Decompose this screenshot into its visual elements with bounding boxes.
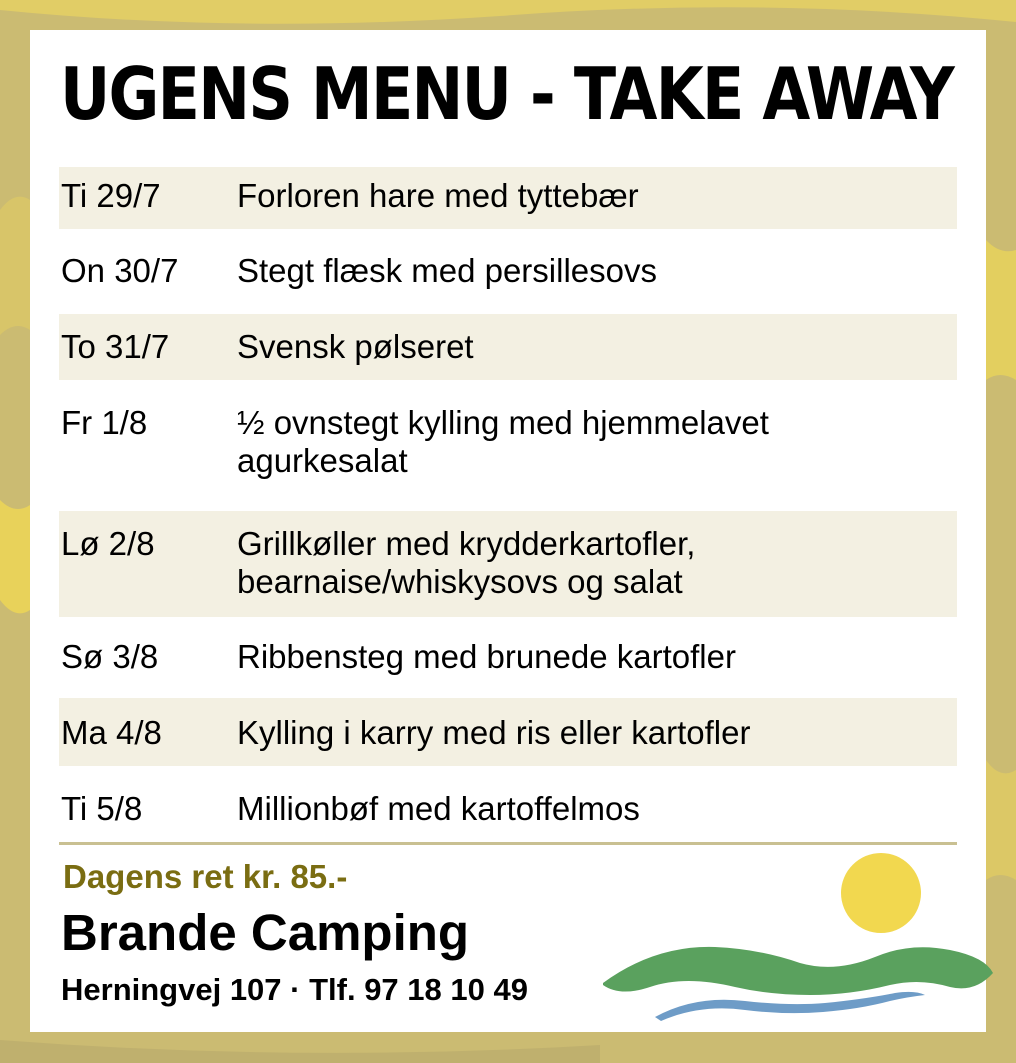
menu-day: To 31/7 (61, 328, 170, 365)
menu-row (59, 240, 957, 304)
menu-dish: ½ ovnstegt kylling med hjemmelavet agurkesalat (237, 404, 769, 479)
menu-day: Fr 1/8 (61, 404, 148, 441)
hill-icon (603, 947, 993, 995)
menu-dish: Svensk pølseret (237, 328, 474, 365)
menu-row (59, 167, 957, 229)
menu-title: UGENS MENU - TAKE AWAY (60, 52, 954, 136)
menu-day: On 30/7 (61, 252, 179, 289)
menu-row (59, 698, 957, 766)
sun-icon (841, 853, 921, 933)
menu-dish: Ribbensteg med brunede kartofler (237, 638, 736, 675)
menu-row (59, 626, 957, 690)
address-phone: Herningvej 107 · Tlf. 97 18 10 49 (61, 972, 528, 1007)
sun-over-green-hill-and-river-logo (595, 845, 1010, 1035)
river-icon (655, 992, 925, 1021)
menu-dish: Stegt flæsk med persillesovs (237, 252, 657, 289)
menu-dish: Grillkøller med krydderkartofler, bearnaise/whiskysovs og salat (237, 525, 696, 600)
business-name: Brande Camping (61, 904, 470, 961)
menu-day: Ma 4/8 (61, 714, 162, 751)
menu-row (59, 392, 957, 500)
menu-day: Ti 29/7 (61, 177, 161, 214)
menu-day: Sø 3/8 (61, 638, 159, 675)
menu-row (59, 776, 957, 840)
menu-dish: Kylling i karry med ris eller kartofler (237, 714, 751, 751)
daily-price: Dagens ret kr. 85.- (63, 858, 348, 895)
menu-day: Ti 5/8 (61, 790, 143, 827)
menu-row (59, 314, 957, 380)
menu-dish: Forloren hare med tyttebær (237, 177, 639, 214)
menu-row (59, 511, 957, 617)
menu-dish: Millionbøf med kartoffelmos (237, 790, 640, 827)
menu-day: Lø 2/8 (61, 525, 155, 562)
